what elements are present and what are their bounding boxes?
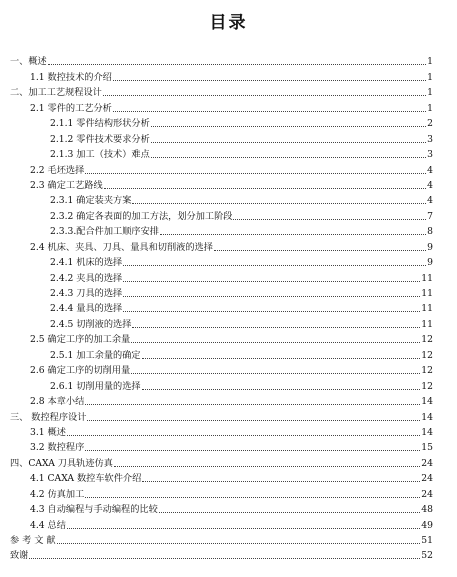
toc-entry-page-number: 2 bbox=[427, 118, 433, 130]
toc-entry-page-number: 12 bbox=[421, 349, 433, 361]
toc-entry[interactable] bbox=[10, 438, 433, 453]
toc-entry-title: 3.1 概述 bbox=[30, 426, 66, 438]
dot-leader bbox=[131, 372, 420, 374]
toc-entry-page-number: 24 bbox=[421, 488, 433, 500]
toc-entry-title: 2.5.1 加工余量的确定 bbox=[50, 349, 141, 361]
dot-leader bbox=[113, 110, 426, 112]
dot-leader bbox=[214, 249, 426, 251]
dot-leader bbox=[123, 280, 420, 282]
toc-entry-title: 2.4.1 机床的选择 bbox=[50, 257, 123, 269]
toc-entry[interactable] bbox=[10, 176, 433, 191]
toc-entry[interactable] bbox=[10, 83, 433, 98]
toc-entry-page-number: 8 bbox=[427, 226, 433, 238]
dot-leader bbox=[85, 496, 420, 498]
toc-entry-title: 2.4 机床、夹具、刀具、量具和切削液的选择 bbox=[30, 241, 213, 253]
toc-entry-title: 4.1 CAXA 数控车软件介绍 bbox=[30, 473, 142, 485]
toc-entry[interactable] bbox=[10, 222, 433, 237]
dot-leader bbox=[233, 218, 426, 220]
toc-entry-title: 二、加工工艺规程设计 bbox=[10, 87, 102, 99]
toc-entry-page-number: 11 bbox=[421, 318, 433, 330]
toc-entry[interactable] bbox=[10, 515, 433, 530]
toc-entry-title: 2.1.2 零件技术要求分析 bbox=[50, 133, 150, 145]
toc-entry[interactable] bbox=[10, 500, 433, 515]
toc-entry[interactable] bbox=[10, 314, 433, 329]
toc-entry-title: 2.3.2 确定各表面的加工方法，划分加工阶段 bbox=[50, 210, 233, 222]
toc-entry-page-number: 9 bbox=[427, 257, 433, 269]
toc-entry[interactable] bbox=[10, 206, 433, 221]
table-of-contents bbox=[10, 52, 433, 561]
toc-entry[interactable] bbox=[10, 98, 433, 113]
dot-leader bbox=[67, 434, 420, 436]
dot-leader bbox=[57, 542, 421, 544]
toc-entry-title: 2.4.4 量具的选择 bbox=[50, 303, 123, 315]
dot-leader bbox=[103, 94, 426, 96]
toc-entry-page-number: 14 bbox=[421, 396, 433, 408]
toc-entry-title: 四、CAXA 刀具轨迹仿真 bbox=[10, 457, 113, 469]
toc-entry-title: 2.2 毛坯选择 bbox=[30, 164, 85, 176]
dot-leader bbox=[85, 403, 420, 405]
toc-entry-page-number: 1 bbox=[427, 71, 433, 83]
dot-leader bbox=[67, 527, 420, 529]
toc-entry-page-number: 3 bbox=[427, 133, 433, 145]
toc-entry[interactable] bbox=[10, 361, 433, 376]
toc-entry[interactable] bbox=[10, 191, 433, 206]
toc-entry[interactable] bbox=[10, 330, 433, 345]
toc-entry-title: 1.1 数控技术的介绍 bbox=[30, 71, 112, 83]
toc-entry-title: 2.3 确定工艺路线 bbox=[30, 179, 103, 191]
toc-entry[interactable] bbox=[10, 299, 433, 314]
toc-entry[interactable] bbox=[10, 52, 433, 67]
toc-entry-title: 2.4.3 刀具的选择 bbox=[50, 288, 123, 299]
toc-entry[interactable] bbox=[10, 345, 433, 360]
toc-entry[interactable] bbox=[10, 531, 433, 546]
toc-entry-title: 3.2 数控程序 bbox=[30, 442, 85, 454]
toc-entry-title: 4.2 仿真加工 bbox=[30, 488, 85, 500]
toc-entry[interactable] bbox=[10, 484, 433, 499]
toc-entry[interactable] bbox=[10, 423, 433, 438]
toc-entry-page-number: 14 bbox=[421, 426, 433, 438]
toc-entry[interactable] bbox=[10, 253, 433, 268]
toc-entry[interactable] bbox=[10, 129, 433, 144]
toc-entry-page-number: 3 bbox=[427, 149, 433, 161]
toc-entry[interactable] bbox=[10, 546, 433, 561]
toc-entry-page-number: 11 bbox=[421, 303, 433, 315]
toc-entry-title: 一、概述 bbox=[10, 56, 47, 68]
toc-entry-title: 致谢 bbox=[10, 550, 29, 562]
toc-entry[interactable] bbox=[10, 268, 433, 283]
dot-leader bbox=[48, 63, 426, 65]
toc-entry-title: 2.4.2 夹具的选择 bbox=[50, 272, 123, 284]
dot-leader bbox=[87, 419, 420, 421]
toc-entry-page-number: 24 bbox=[421, 473, 433, 485]
toc-entry[interactable] bbox=[10, 160, 433, 175]
dot-leader bbox=[151, 125, 426, 127]
toc-entry-title: 2.4.5 切削液的选择 bbox=[50, 318, 132, 330]
toc-entry-page-number: 12 bbox=[421, 365, 433, 377]
dot-leader bbox=[159, 511, 421, 513]
toc-entry-page-number: 24 bbox=[421, 457, 433, 469]
dot-leader bbox=[85, 172, 426, 174]
toc-entry[interactable] bbox=[10, 284, 433, 299]
dot-leader bbox=[114, 465, 420, 467]
toc-entry-page-number: 15 bbox=[421, 442, 433, 454]
dot-leader bbox=[85, 449, 420, 451]
toc-entry-page-number: 1 bbox=[427, 87, 433, 99]
dot-leader bbox=[123, 310, 420, 312]
toc-entry-title: 2.3.1 确定装夹方案 bbox=[50, 195, 132, 207]
toc-entry-page-number: 52 bbox=[421, 550, 433, 562]
toc-entry-page-number: 4 bbox=[427, 179, 433, 191]
toc-entry-page-number: 12 bbox=[421, 334, 433, 346]
toc-entry[interactable] bbox=[10, 114, 433, 129]
toc-entry-title: 2.8 本章小结 bbox=[30, 396, 85, 408]
toc-entry-page-number: 11 bbox=[421, 288, 433, 299]
toc-entry-page-number: 4 bbox=[427, 164, 433, 176]
dot-leader bbox=[142, 388, 421, 390]
toc-entry[interactable] bbox=[10, 237, 433, 252]
toc-entry-page-number: 9 bbox=[427, 241, 433, 253]
toc-entry-page-number: 48 bbox=[421, 504, 433, 516]
toc-entry[interactable] bbox=[10, 469, 433, 484]
toc-entry-page-number: 1 bbox=[427, 102, 433, 114]
toc-entry[interactable] bbox=[10, 453, 433, 468]
dot-leader bbox=[160, 233, 426, 235]
dot-leader bbox=[29, 557, 420, 559]
toc-entry[interactable] bbox=[10, 407, 433, 422]
dot-leader bbox=[132, 326, 420, 328]
toc-entry-title: 4.4 总结 bbox=[30, 519, 66, 531]
toc-entry-title: 参 考 文 献 bbox=[10, 535, 56, 546]
dot-leader bbox=[123, 295, 420, 297]
toc-entry-title: 2.6.1 切削用量的选择 bbox=[50, 380, 141, 392]
dot-leader bbox=[151, 156, 426, 158]
toc-entry-title: 2.6 确定工序的切削用量 bbox=[30, 365, 131, 377]
dot-leader bbox=[151, 141, 426, 143]
toc-entry[interactable] bbox=[10, 67, 433, 82]
toc-entry-page-number: 14 bbox=[421, 411, 433, 423]
toc-entry-page-number: 51 bbox=[421, 535, 433, 546]
toc-entry-page-number: 11 bbox=[421, 272, 433, 284]
dot-leader bbox=[123, 264, 426, 266]
dot-leader bbox=[142, 480, 420, 482]
toc-entry-title: 2.1.3 加工（技术）难点 bbox=[50, 149, 150, 161]
toc-entry[interactable] bbox=[10, 376, 433, 391]
toc-entry-page-number: 1 bbox=[427, 56, 433, 68]
toc-entry-title: 2.5 确定工序的加工余量 bbox=[30, 334, 131, 346]
toc-entry-page-number: 49 bbox=[421, 519, 433, 531]
dot-leader bbox=[132, 202, 426, 204]
dot-leader bbox=[113, 79, 426, 81]
dot-leader bbox=[131, 341, 420, 343]
dot-leader bbox=[142, 357, 421, 359]
toc-entry-page-number: 7 bbox=[427, 210, 433, 222]
toc-entry-page-number: 12 bbox=[421, 380, 433, 392]
toc-entry-title: 2.3.3.配合件加工顺序安排 bbox=[50, 226, 159, 238]
toc-entry[interactable] bbox=[10, 392, 433, 407]
toc-entry-title: 2.1.1 零件结构形状分析 bbox=[50, 118, 150, 130]
toc-entry-title: 2.1 零件的工艺分析 bbox=[30, 102, 112, 114]
toc-entry-page-number: 4 bbox=[427, 195, 433, 207]
dot-leader bbox=[104, 187, 426, 189]
toc-entry-title: 三、 数控程序设计 bbox=[10, 411, 87, 423]
page-title: 目录 bbox=[209, 13, 248, 33]
toc-entry[interactable] bbox=[10, 145, 433, 160]
toc-entry-title: 4.3 自动编程与手动编程的比较 bbox=[30, 504, 158, 516]
